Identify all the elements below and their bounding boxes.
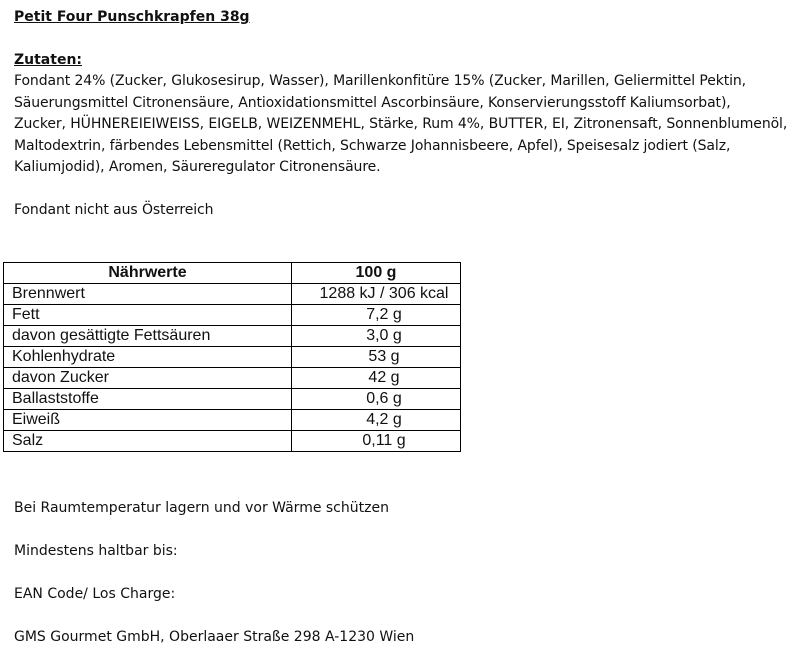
ingredients-text — [14, 71, 806, 179]
nutrition-table — [3, 262, 461, 452]
nutrition-header-value: 100 g — [292, 263, 461, 284]
nutrient-name: Eiweiß — [4, 410, 292, 431]
origin-note: Fondant nicht aus Österreich — [14, 201, 214, 218]
nutrient-value: 1288 kJ / 306 kcal — [292, 284, 461, 305]
ingredients-line: Maltodextrin, färbendes Lebensmittel (Rettich, Schwarze Johannisbeere, Apfel), Speisesalz jodiert (Salz, — [14, 137, 731, 154]
nutrition-row — [4, 326, 461, 347]
nutrient-name: Brennwert — [4, 284, 292, 305]
nutrient-name: Salz — [4, 431, 292, 452]
ingredients-line: Säuerungsmittel Citronensäure, Antioxidationsmittel Ascorbinsäure, Konservierungsstoff Kaliumsorbat), — [14, 94, 731, 111]
nutrition-row — [4, 284, 461, 305]
nutrient-name: Fett — [4, 305, 292, 326]
storage-instructions: Bei Raumtemperatur lagern und vor Wärme schützen — [14, 500, 389, 516]
nutrition-row — [4, 410, 461, 431]
nutrition-row — [4, 347, 461, 368]
product-document — [14, 6, 806, 221]
manufacturer-address: GMS Gourmet GmbH, Oberlaaer Straße 298 A-1230 Wien — [14, 629, 415, 645]
ingredients-line: Kaliumjodid), Aromen, Säureregulator Citronensäure. — [14, 159, 381, 175]
nutrient-value: 0,11 g — [292, 431, 461, 452]
nutrient-value: 4,2 g — [292, 410, 461, 431]
nutrition-header-row — [4, 263, 461, 284]
nutrient-value: 42 g — [292, 368, 461, 389]
nutrient-value: 7,2 g — [292, 305, 461, 326]
nutrient-name: davon Zucker — [4, 368, 292, 389]
nutrient-name: Kohlenhydrate — [4, 347, 292, 368]
nutrition-row — [4, 305, 461, 326]
nutrient-name: davon gesättigte Fettsäuren — [4, 326, 292, 347]
nutrition-header-name: Nährwerte — [4, 263, 292, 284]
best-before-label: Mindestens haltbar bis: — [14, 543, 178, 559]
nutrient-name: Ballaststoffe — [4, 389, 292, 410]
ean-lot-label: EAN Code/ Los Charge: — [14, 586, 176, 602]
nutrition-row — [4, 389, 461, 410]
nutrient-value: 53 g — [292, 347, 461, 368]
product-title: Petit Four Punschkrapfen 38g — [14, 9, 250, 25]
nutrition-row — [4, 431, 461, 452]
ingredients-line: Zucker, HÜHNEREIEIWEISS, EIGELB, WEIZENMEHL, Stärke, Rum 4%, BUTTER, EI, Zitronensaft, Sonnenblumenöl, — [14, 116, 788, 132]
ingredients-line: Fondant 24% (Zucker, Glukosesirup, Wasser), Marillenkonfitüre 15% (Zucker, Marillen, Geliermittel Pektin, — [14, 73, 747, 89]
nutrient-value: 3,0 g — [292, 326, 461, 347]
nutrient-value: 0,6 g — [292, 389, 461, 410]
ingredients-label: Zutaten: — [14, 52, 83, 68]
nutrition-row — [4, 368, 461, 389]
